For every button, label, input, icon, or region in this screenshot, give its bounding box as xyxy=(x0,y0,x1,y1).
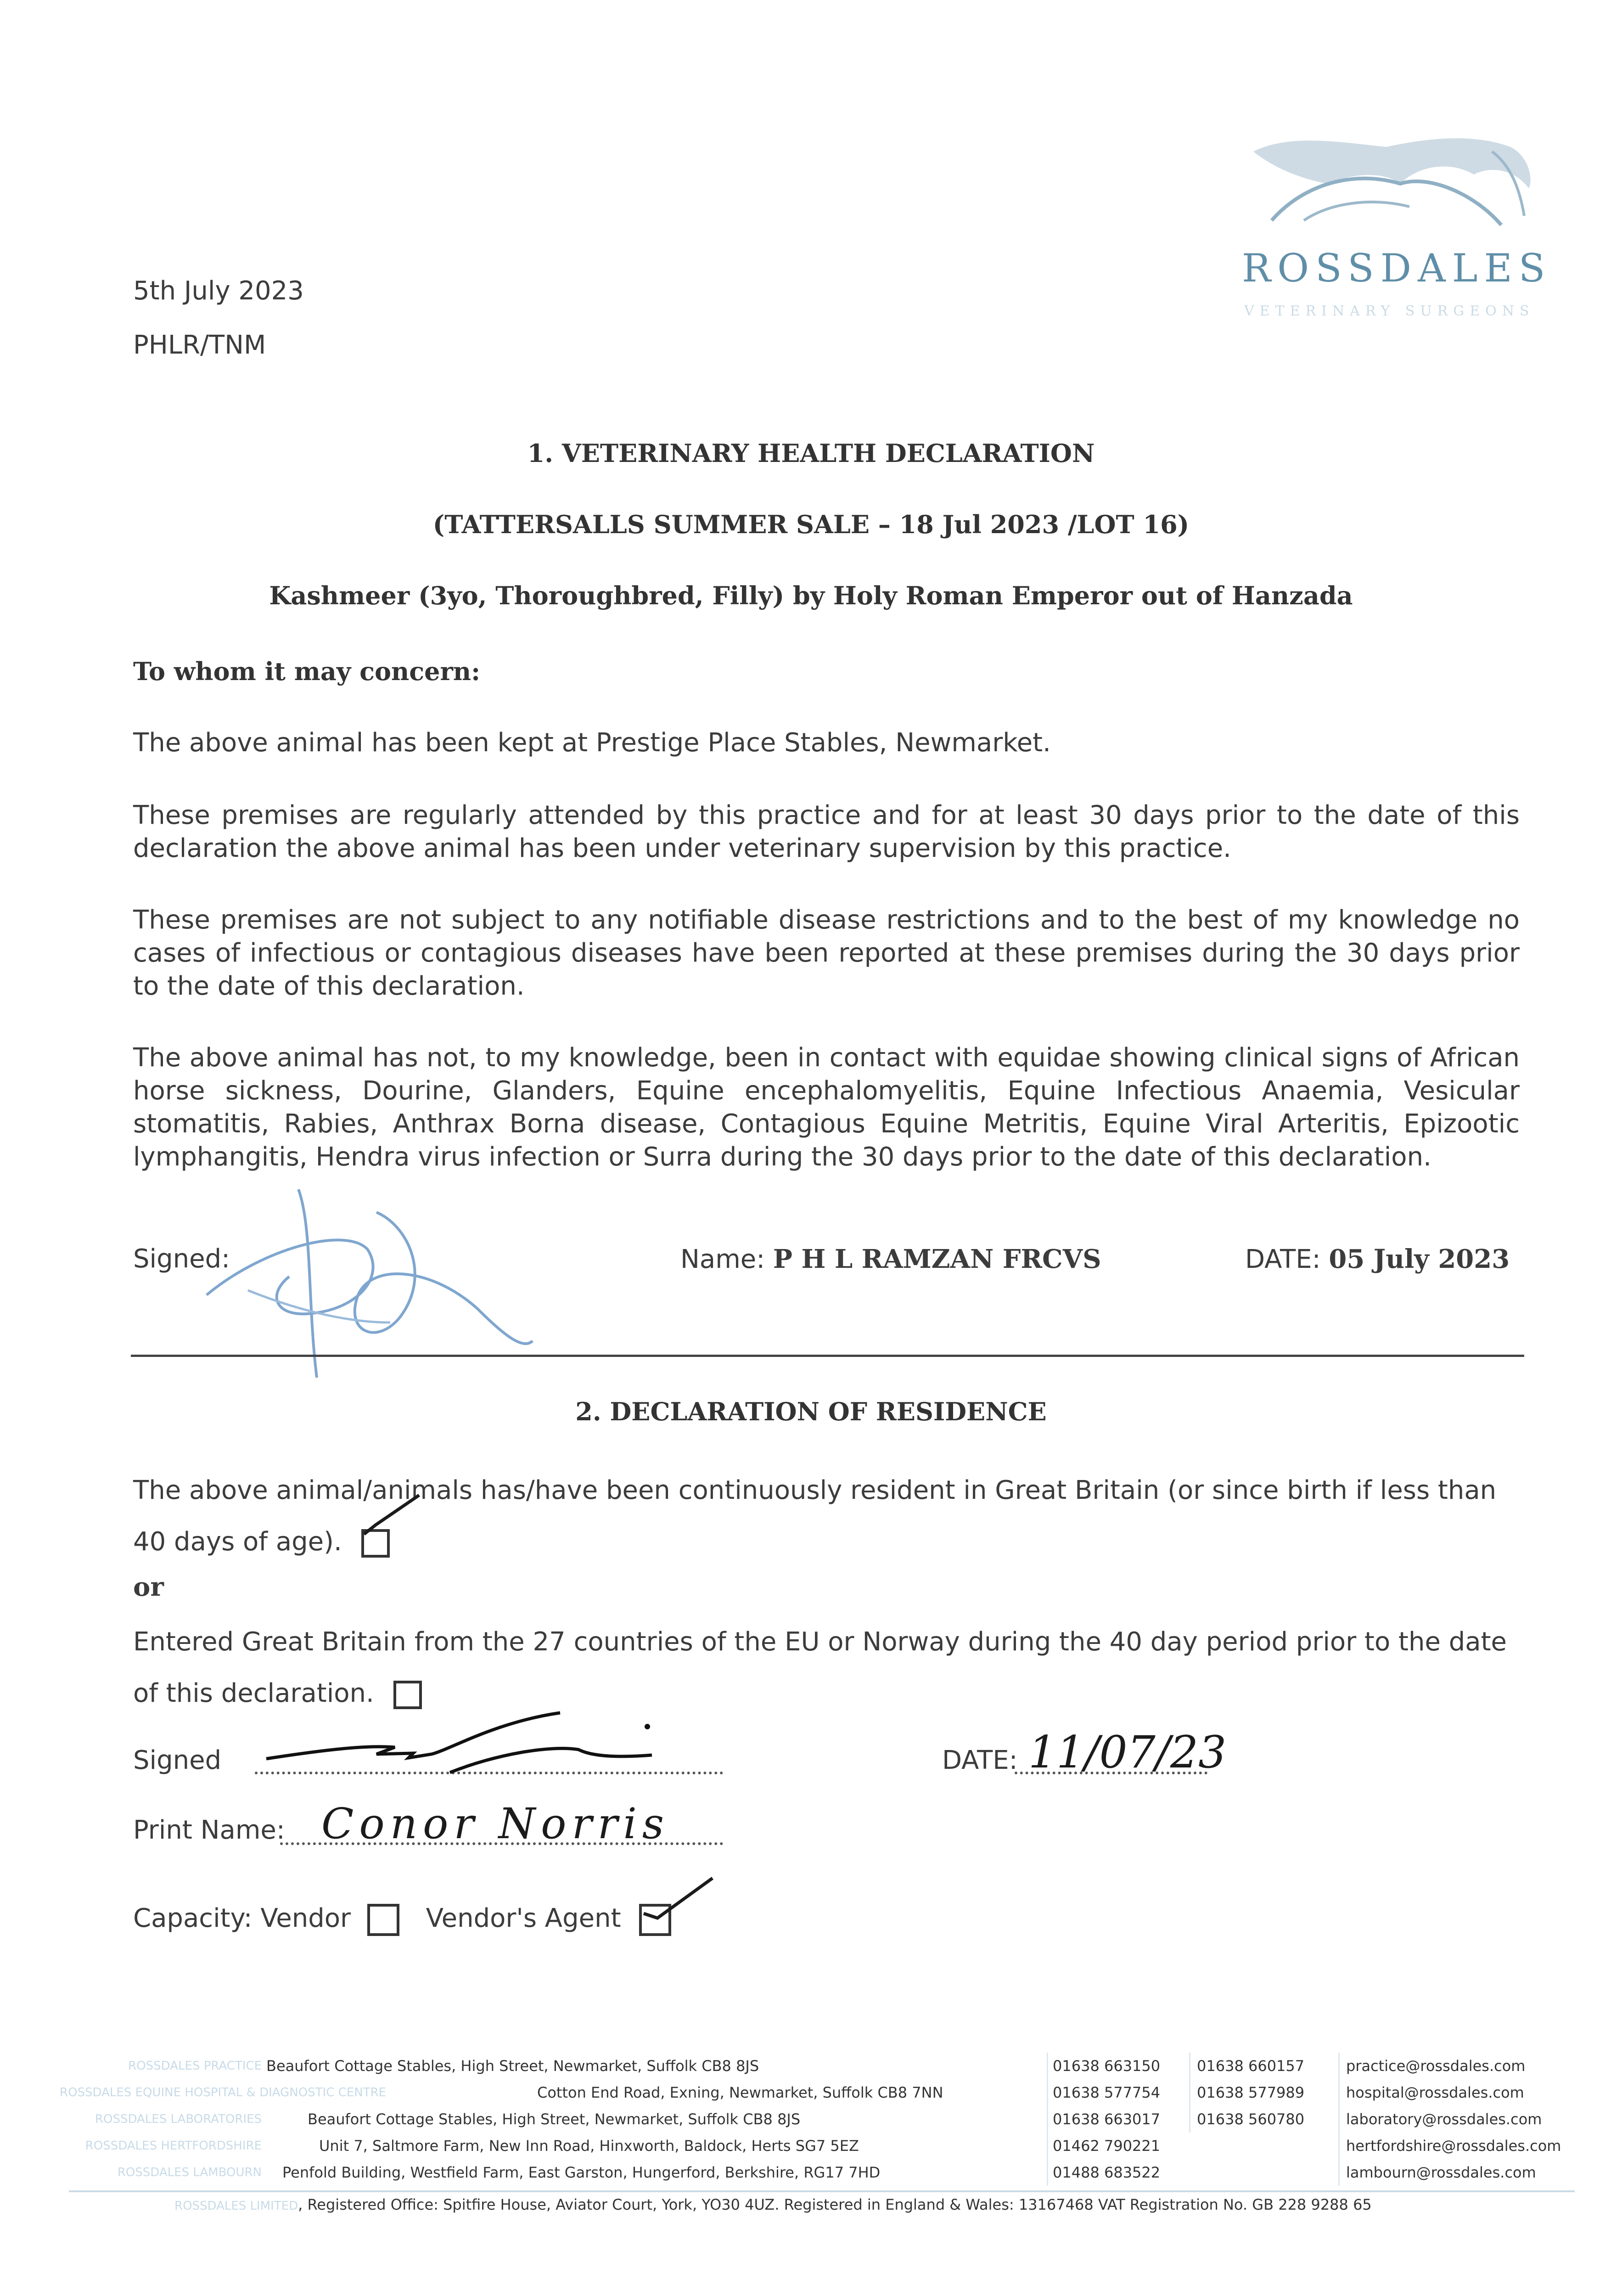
vet-date-value: 05 July 2023 xyxy=(1329,1244,1510,1274)
capacity-vendor-label: Capacity: Vendor xyxy=(133,1903,351,1933)
footer-fax-column xyxy=(1189,2053,1335,2133)
residence-option-1-text: The above animal/animals has/have been continuously resident in Great Britain (or since birth if less than 40 days of age). xyxy=(133,1475,1497,1557)
vet-name-value: P H L RAMZAN FRCVS xyxy=(773,1244,1101,1274)
paragraph-premises: The above animal has been kept at Prestige Place Stables, Newmarket. xyxy=(133,728,1051,758)
section-divider xyxy=(131,1355,1524,1357)
footer-tel-laboratories: 01638 663017 xyxy=(1053,2110,1161,2128)
footer-email-practice[interactable]: practice@rossdales.com xyxy=(1346,2057,1526,2075)
seller-signature xyxy=(257,1704,670,1782)
footer-tel-lambourn: 01488 683522 xyxy=(1053,2164,1161,2181)
horse-logo-icon xyxy=(1235,115,1538,253)
seller-signed-label: Signed xyxy=(133,1745,222,1775)
residence-option-1-checkbox[interactable] xyxy=(361,1529,390,1558)
footer-address-lambourn: Penfold Building, Westfield Farm, East Garston, Hungerford, Berkshire, RG17 7HD xyxy=(282,2164,881,2181)
seller-date-value: 11/07/23 xyxy=(1028,1727,1227,1778)
footer-org-laboratories: ROSSDALES LABORATORIES xyxy=(95,2112,262,2126)
letter-reference: PHLR/TNM xyxy=(133,330,266,360)
logo-tagline: VETERINARY SURGEONS xyxy=(1244,303,1535,319)
print-name-value: Conor Norris xyxy=(321,1799,670,1848)
footer-tel-hertfordshire: 01462 790221 xyxy=(1053,2137,1161,2155)
footer-email-column xyxy=(1338,2053,1576,2186)
footer-tel-column xyxy=(1047,2053,1200,2186)
section1-title: 1. VETERINARY HEALTH DECLARATION xyxy=(527,439,1095,468)
footer-fax-practice: 01638 660157 xyxy=(1197,2057,1305,2075)
or-separator: or xyxy=(133,1572,164,1602)
paragraph-diseases: The above animal has not, to my knowledge, been in contact with equidae showing clinical signs of African horse sickness, Dourine, Glanders, Equine encephalomyelitis, Equine Infectious Anaemia, Vesicular stomatitis, Rabies, Anthrax Borna disease, Contagious Equine Metritis, Equine Viral Arteritis, Epizootic lymphangitis, Hendra virus infection or Surra during the 30 days prior to the date of this declaration. xyxy=(133,1043,1520,1172)
footer-org-lambourn: ROSSDALES LAMBOURN xyxy=(117,2166,262,2179)
footer-address-laboratories: Beaufort Cottage Stables, High Street, Newmarket, Suffolk CB8 8JS xyxy=(308,2110,801,2128)
residence-option-1 xyxy=(133,1465,1510,1568)
capacity-row xyxy=(133,1902,671,1936)
print-name-label: Print Name: xyxy=(133,1815,285,1845)
residence-option-2-text: Entered Great Britain from the 27 countries of the EU or Norway during the 40 day period prior to the date of this declaration. xyxy=(133,1627,1507,1708)
section1-subtitle: (TATTERSALLS SUMMER SALE – 18 Jul 2023 /LOT 16) xyxy=(432,510,1190,539)
section2-title: 2. DECLARATION OF RESIDENCE xyxy=(575,1397,1047,1426)
vet-signed-label: Signed: xyxy=(133,1244,230,1274)
vendor-checkbox[interactable] xyxy=(367,1904,399,1936)
paragraph-restrictions: These premises are not subject to any notifiable disease restrictions and to the best of my knowledge no cases of infectious or contagious diseases have been reported at these premises during the 30 days prior to the date of this declaration. xyxy=(133,905,1520,1001)
footer-email-hertfordshire[interactable]: hertfordshire@rossdales.com xyxy=(1346,2137,1561,2155)
footer-org-practice: ROSSDALES PRACTICE xyxy=(128,2059,262,2073)
logo-name: ROSSDALES xyxy=(1242,246,1552,291)
seller-date xyxy=(942,1744,1018,1777)
vet-date-label: DATE: xyxy=(1245,1244,1321,1274)
vet-name xyxy=(680,1243,1101,1276)
footer-address-hospital: Cotton End Road, Exning, Newmarket, Suffolk CB8 7NN xyxy=(537,2084,943,2101)
footer-email-hospital[interactable]: hospital@rossdales.com xyxy=(1346,2084,1524,2101)
footer-fax-laboratories: 01638 560780 xyxy=(1197,2110,1305,2128)
footer-email-lambourn[interactable]: lambourn@rossdales.com xyxy=(1346,2164,1536,2181)
rossdales-logo xyxy=(1235,115,1552,335)
footer-address-practice: Beaufort Cottage Stables, High Street, Newmarket, Suffolk CB8 8JS xyxy=(266,2057,759,2075)
footer-registered xyxy=(174,2191,1552,2219)
vet-signature xyxy=(193,1157,542,1387)
checkmark-icon xyxy=(359,1493,424,1548)
footer-email-laboratories[interactable]: laboratory@rossdales.com xyxy=(1346,2110,1542,2128)
letter-date: 5th July 2023 xyxy=(133,276,304,306)
vet-name-label: Name: xyxy=(680,1244,765,1274)
vendor-agent-checkbox[interactable] xyxy=(639,1904,671,1936)
footer-address-column xyxy=(266,2053,1019,2186)
salutation: To whom it may concern: xyxy=(133,657,481,686)
footer-org-hospital: ROSSDALES EQUINE HOSPITAL & DIAGNOSTIC CENTRE xyxy=(60,2086,387,2099)
footer-org-hertfordshire: ROSSDALES HERTFORDSHIRE xyxy=(85,2139,262,2153)
footer-company: ROSSDALES LIMITED xyxy=(174,2199,298,2213)
footer-tel-practice: 01638 663150 xyxy=(1053,2057,1161,2075)
footer-address-hertfordshire: Unit 7, Saltmore Farm, New Inn Road, Hinxworth, Baldock, Herts SG7 5EZ xyxy=(319,2137,859,2155)
vet-date xyxy=(1245,1243,1510,1276)
footer-tel-hospital: 01638 577754 xyxy=(1053,2084,1161,2101)
checkmark-icon xyxy=(639,1874,717,1930)
horse-description: Kashmeer (3yo, Thoroughbred, Filly) by Holy Roman Emperor out of Hanzada xyxy=(269,581,1353,610)
footer-org-column xyxy=(60,2053,387,2186)
footer-registered-text: , Registered Office: Spitfire House, Aviator Court, York, YO30 4UZ. Registered in England & Wales: 13167468 VAT Registration No. GB 228 9288 65 xyxy=(298,2196,1372,2213)
footer-fax-hospital: 01638 577989 xyxy=(1197,2084,1305,2101)
seller-date-label: DATE: xyxy=(942,1745,1018,1775)
vendor-agent-label: Vendor's Agent xyxy=(426,1903,621,1933)
paragraph-supervision: These premises are regularly attended by this practice and for at least 30 days prior to the date of this declaration the above animal has been under veterinary supervision by this practice. xyxy=(133,800,1520,863)
